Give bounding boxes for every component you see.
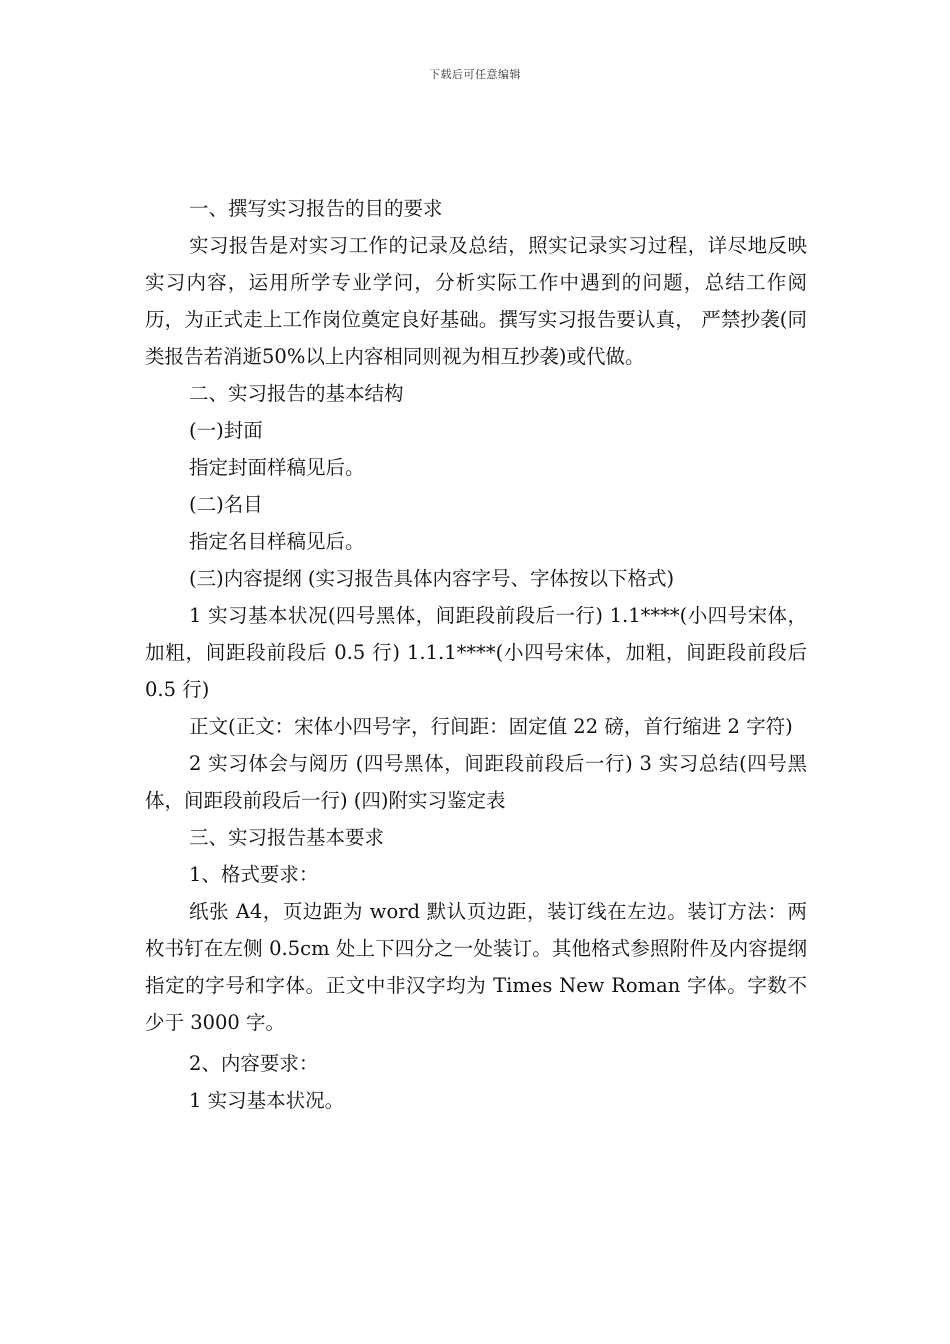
paragraph-cover-note: 指定封面样稿见后。 — [189, 456, 365, 479]
paragraph-body-format: 正文(正文：宋体小四号字，行间距：固定值 22 磅，首行缩进 2 字符) — [189, 715, 793, 738]
subheading-contents: (二)名目 — [189, 493, 263, 516]
subheading-content-requirements: 2、内容要求： — [189, 1052, 319, 1075]
paragraph-outline-sections: 2 实习体会与阅历 (四号黑体，间距段前段后一行) 3 实习总结(四号黑体，间距段前段后一行) (四)附实习鉴定表 — [145, 752, 807, 812]
section-heading-structure: 二、实习报告的基本结构 — [189, 382, 404, 405]
subheading-cover: (一)封面 — [189, 419, 263, 442]
paragraph-contents-note: 指定名目样稿见后。 — [189, 530, 365, 553]
paragraph-content-item-1: 1 实习基本状况。 — [189, 1089, 345, 1112]
page-header-note: 下载后可任意编辑 — [429, 68, 521, 81]
section-heading-requirements: 三、实习报告基本要求 — [189, 826, 385, 849]
subheading-format-requirements: 1、格式要求： — [189, 863, 319, 886]
subheading-outline: (三)内容提纲 (实习报告具体内容字号、字体按以下格式) — [189, 567, 675, 590]
section-heading-purpose: 一、撰写实习报告的目的要求 — [189, 197, 443, 220]
document-body — [145, 190, 807, 1119]
paragraph-purpose-text: 实习报告是对实习工作的记录及总结，照实记录实习过程，详尽地反映实习内容，运用所学专业学问，分析实际工作中遇到的问题，总结工作阅历，为正式走上工作岗位奠定良好基础。撰写实习报告要认真， 严禁抄袭(同类报告若消逝50%以上内容相同则视为相互抄袭)或代做。 — [145, 234, 807, 368]
paragraph-format-requirements: 纸张 A4，页边距为 word 默认页边距，装订线在左边。装订方法：两枚书钉在左侧 0.5cm 处上下四分之一处装订。其他格式参照附件及内容提纲指定的字号和字体。正文中非汉字均为 Times New Roman 字体。字数不少于 3000 字。 — [145, 900, 807, 1034]
paragraph-outline-levels: 1 实习基本状况(四号黑体，间距段前段后一行) 1.1****(小四号宋体，加粗，间距段前段后 0.5 行) 1.1.1****(小四号宋体，加粗，间距段前段后 0.5 行) — [145, 604, 807, 701]
